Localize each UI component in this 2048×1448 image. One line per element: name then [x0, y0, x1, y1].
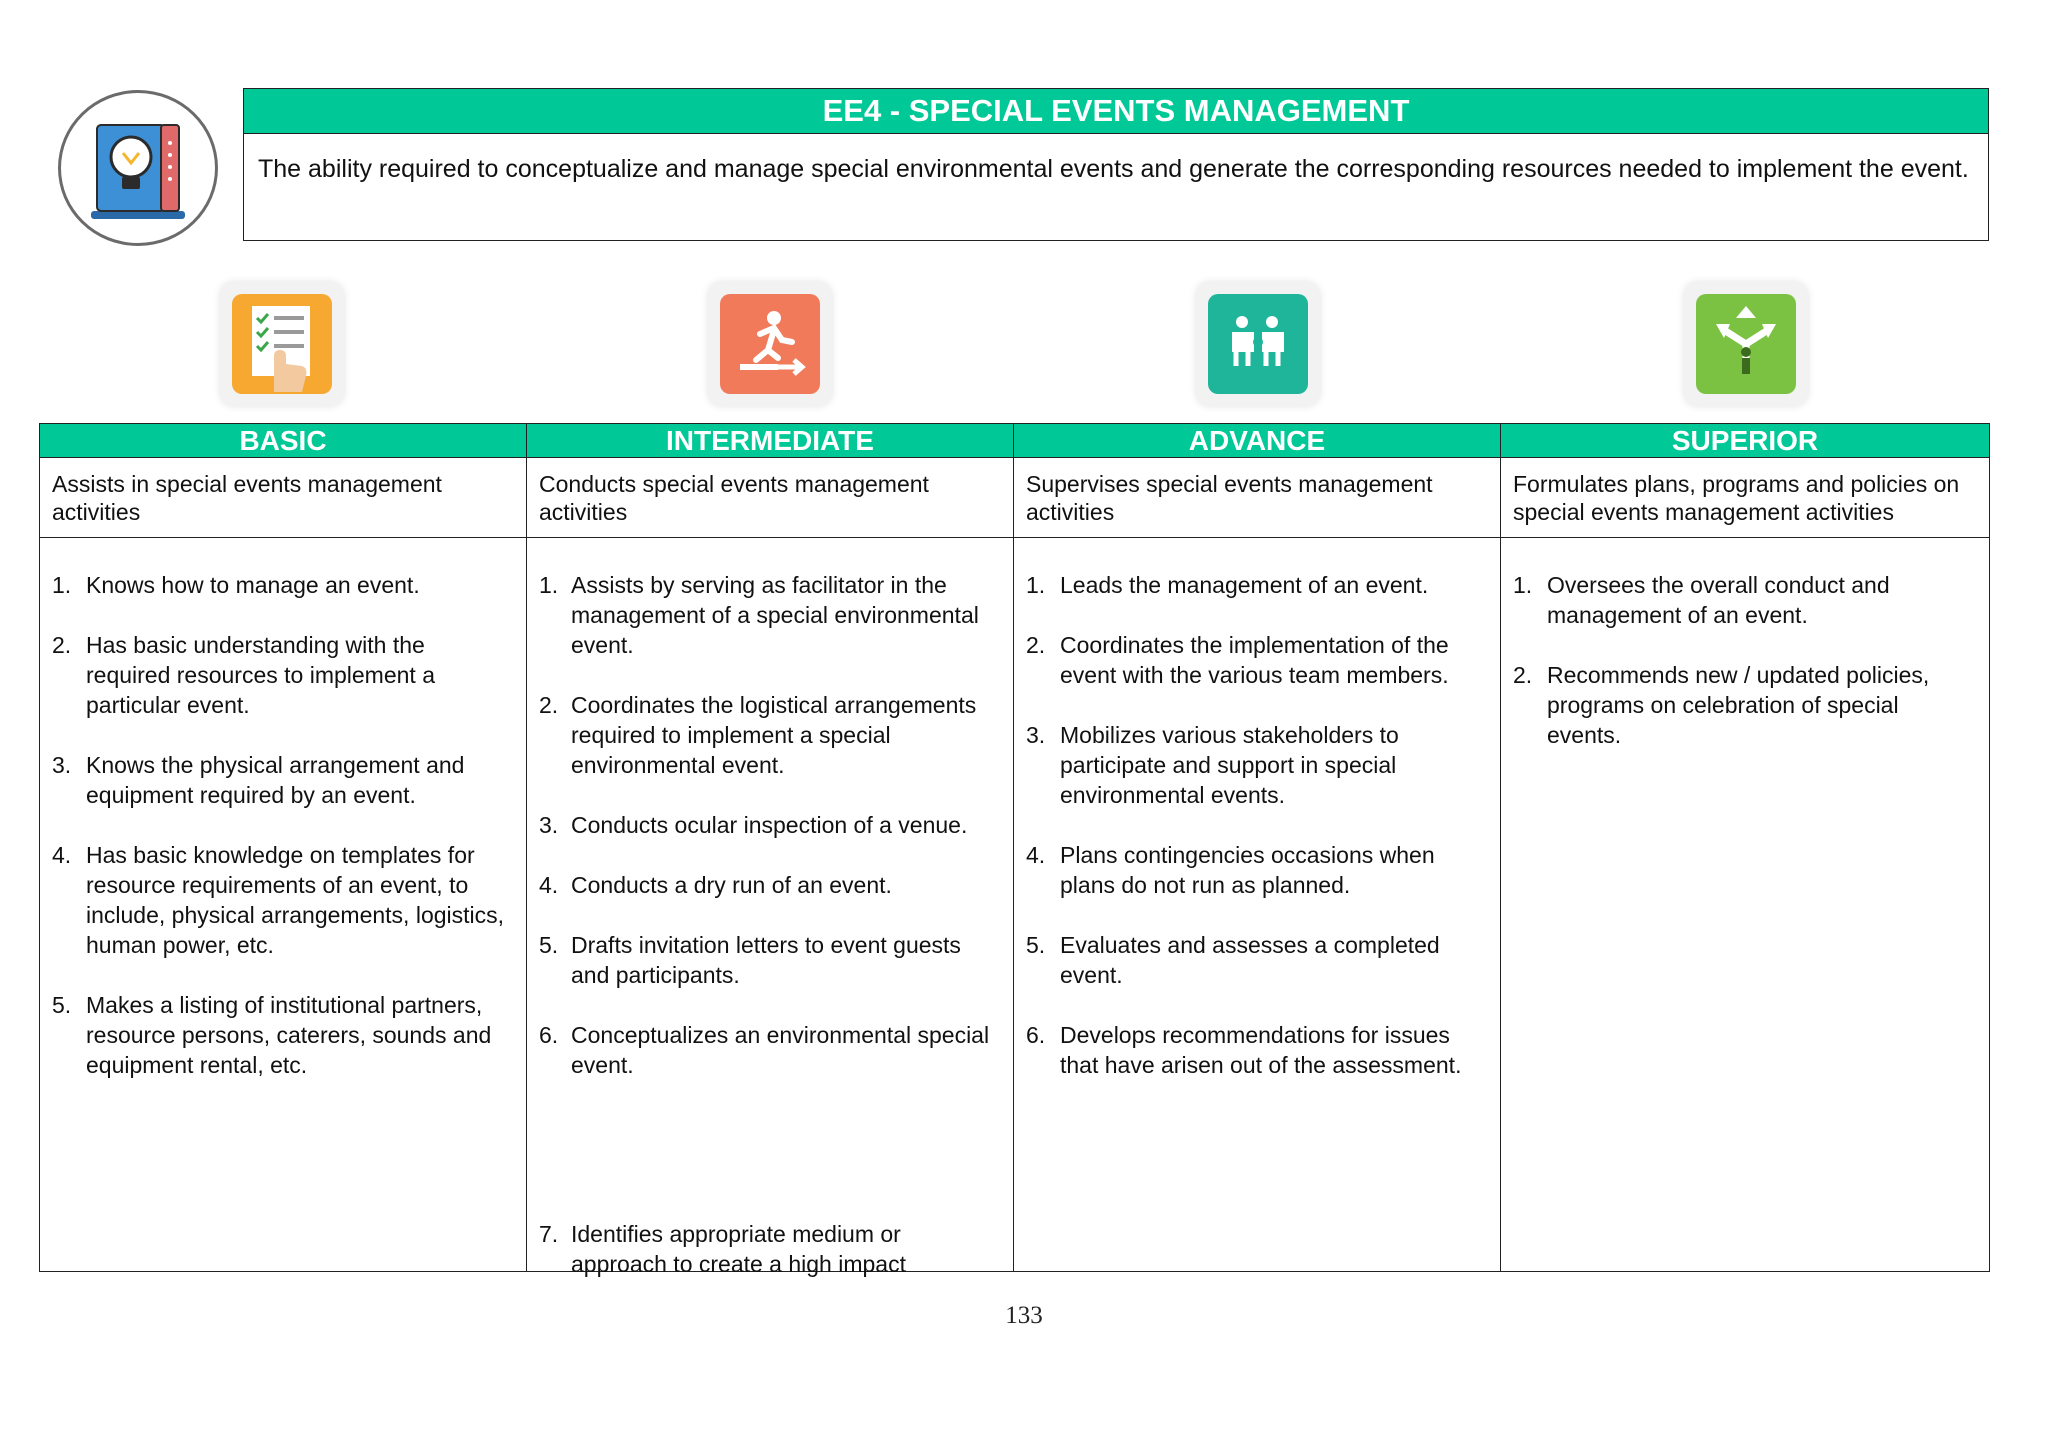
competency-header [243, 88, 1989, 241]
list-item: 2. Recommends new / updated policies, programs on celebration of special events. [1513, 662, 1930, 748]
list-item: 4. Has basic knowledge on templates for resource requirements of an event, to include, physical arrangements, logistics, human power, etc. [52, 842, 505, 958]
level-summary-basic: Assists in special events management activities [40, 458, 527, 538]
list-item: 6. Develops recommendations for issues that have arisen out of the assessment. [1026, 1022, 1462, 1078]
level-summary-intermediate: Conducts special events management activities [527, 458, 1014, 538]
page-title: EE4 - SPECIAL EVENTS MANAGEMENT [244, 89, 1988, 134]
page-number: 133 [1005, 1302, 1043, 1329]
level-summary-superior: Formulates plans, programs and policies on special events management activities [1501, 458, 1990, 538]
list-item: 3. Mobilizes various stakeholders to participate and support in special environmental events. [1026, 722, 1399, 808]
list-item: 5. Drafts invitation letters to event guests and participants. [539, 932, 961, 988]
list-item: 3. Knows the physical arrangement and equipment required by an event. [52, 752, 465, 808]
list-item: 4. Plans contingencies occasions when plans do not run as planned. [1026, 842, 1435, 898]
list-item: 1. Leads the management of an event. [1026, 572, 1429, 598]
list-item: 5. Evaluates and assesses a completed event. [1026, 932, 1440, 988]
level-items-basic [40, 538, 527, 1272]
lightbulb-book-icon [58, 90, 218, 246]
list-item: 5. Makes a listing of institutional partners, resource persons, caterers, sounds and equipment rental, etc. [52, 992, 492, 1078]
level-items-superior [1501, 538, 1990, 1272]
level-header-superior: SUPERIOR [1501, 424, 1990, 458]
checklist-hand-icon [220, 282, 344, 406]
list-item: 2. Coordinates the logistical arrangements required to implement a special environmental event. [539, 692, 977, 778]
list-item: 1. Assists by serving as facilitator in the management of a special environmental event. [539, 572, 979, 658]
list-item: 4. Conducts a dry run of an event. [539, 872, 892, 898]
level-items-advance [1014, 538, 1501, 1272]
list-item: 2. Coordinates the implementation of the event with the various team members. [1026, 632, 1449, 688]
list-item: 1. Knows how to manage an event. [52, 572, 420, 598]
level-summary-advance: Supervises special events management activities [1014, 458, 1501, 538]
level-header-basic: BASIC [40, 424, 527, 458]
list-item: 2. Has basic understanding with the required resources to implement a particular event. [52, 632, 435, 718]
list-item: 1. Oversees the overall conduct and management of an event. [1513, 572, 1890, 628]
competency-description: The ability required to conceptualize and manage special environmental events and generate the corresponding resources needed to implement the event. [258, 155, 1969, 183]
level-header-advance: ADVANCE [1014, 424, 1501, 458]
exit-runner-icon [708, 282, 832, 406]
list-item: 7. Identifies appropriate medium or approach to create a high impact [539, 1221, 906, 1277]
level-items-intermediate [527, 538, 1014, 1277]
list-item: 6. Conceptualizes an environmental special event. [539, 1022, 990, 1078]
level-header-intermediate: INTERMEDIATE [527, 424, 1014, 458]
list-item: 3. Conducts ocular inspection of a venue. [539, 812, 968, 838]
crossroads-person-icon [1684, 282, 1808, 406]
puzzle-team-icon [1196, 282, 1320, 406]
competency-level-table [39, 423, 1990, 1277]
